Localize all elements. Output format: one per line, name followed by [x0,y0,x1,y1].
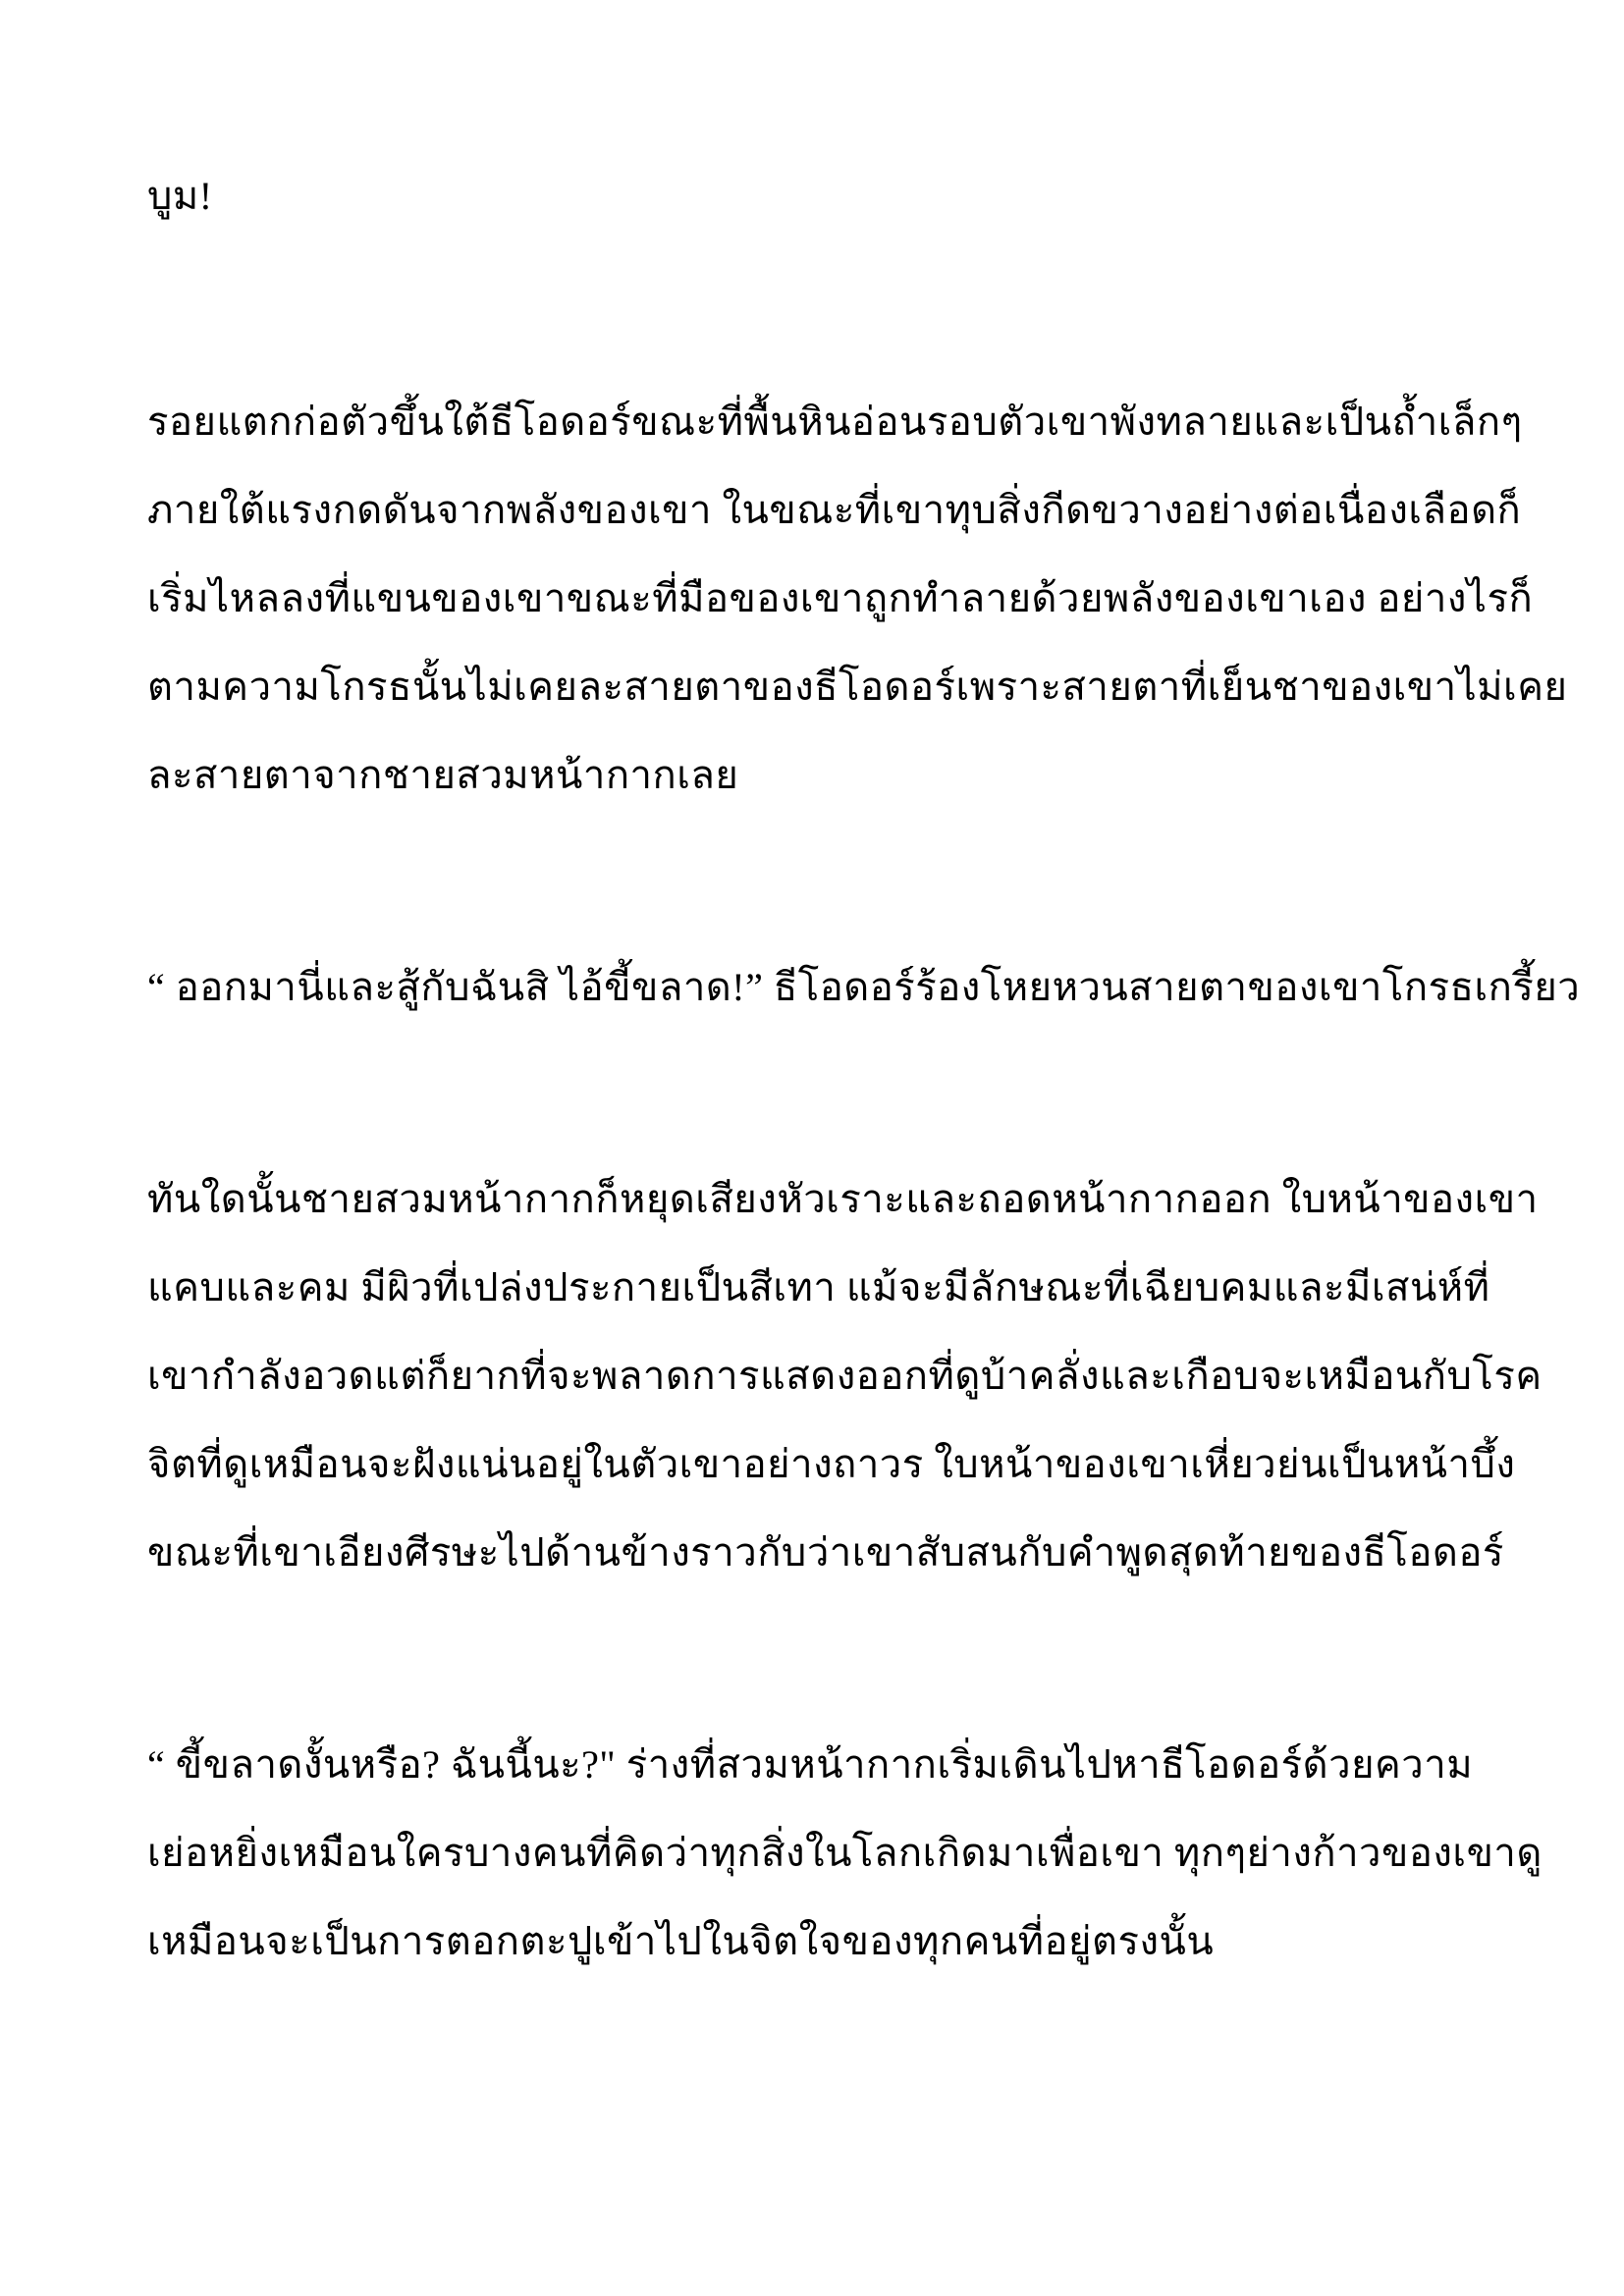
text-line: บูม! [147,174,213,218]
text-line: รอยแตกก่อตัวขึ้นใต้ธีโอดอร์ขณะที่พื้นหินอ่อนรอบตัวเขาพังทลายและเป็นถ้ำเล็กๆ [147,400,1523,444]
text-line: “ ขี้ขลาดงั้นหรือ? ฉันนี้นะ?" ร่างที่สวมหน้ากากเริ่มเดินไปหาธีโอดอร์ด้วยความ [147,1742,1474,1787]
text-line: “ ออกมานี่และสู้กับฉันสิ ไอ้ขี้ขลาด!” ธีโอดอร์ร้องโหยหวนสายตาของเขาโกรธเกรี้ยว [147,965,1581,1009]
paragraph-dialogue-theodore [147,943,1581,1032]
text-line: เย่อหยิ่งเหมือนใครบางคนที่คิดว่าทุกสิ่งในโลกเกิดมาเพื่อเขา ทุกๆย่างก้าวของเขาดู [147,1831,1543,1875]
text-line: ภายใต้แรงกดดันจากพลังของเขา ในขณะที่เขาทุบสิ่งกีดขวางอย่างต่อเนื่องเลือดก็ [147,488,1522,532]
text-line: แคบและคม มีผิวที่เปล่งประกายเป็นสีเทา แม้จะมีลักษณะที่เฉียบคมและมีเสน่ห์ที่ [147,1265,1490,1309]
text-line: ตามความโกรธนั้นไม่เคยละสายตาของธีโอดอร์เพราะสายตาที่เย็นชาของเขาไม่เคย [147,665,1568,709]
paragraph-sound-effect [147,152,1516,240]
paragraph-dialogue-masked-man [147,1721,1543,1986]
text-line: ละสายตาจากชายสวมหน้ากากเลย [147,753,739,797]
text-line: เริ่มไหลลงที่แขนของเขาขณะที่มือของเขาถูกทำลายด้วยพลังของเขาเอง อย่างไรก็ [147,576,1534,620]
text-line: ทันใดนั้นชายสวมหน้ากากก็หยุดเสียงหัวเราะและถอดหน้ากากออก ใบหน้าของเขา [147,1177,1539,1221]
paragraph-narration-1 [147,378,1568,820]
text-line: เหมือนจะเป็นการตอกตะปูเข้าไปในจิตใจของทุกคนที่อยู่ตรงนั้น [147,1919,1215,1963]
text-line: ขณะที่เขาเอียงศีรษะไปด้านข้างราวกับว่าเขาสับสนกับคำพูดสุดท้ายของธีโอดอร์ [147,1530,1504,1575]
text-line: เขากำลังอวดแต่ก็ยากที่จะพลาดการแสดงออกที่ดูบ้าคลั่งและเกือบจะเหมือนกับโรค [147,1354,1543,1398]
text-line: จิตที่ดูเหมือนจะฝังแน่นอยู่ในตัวเขาอย่างถาวร ใบหน้าของเขาเหี่ยวย่นเป็นหน้าบึ้ง [147,1442,1516,1486]
paragraph-narration-2 [147,1155,1543,1597]
